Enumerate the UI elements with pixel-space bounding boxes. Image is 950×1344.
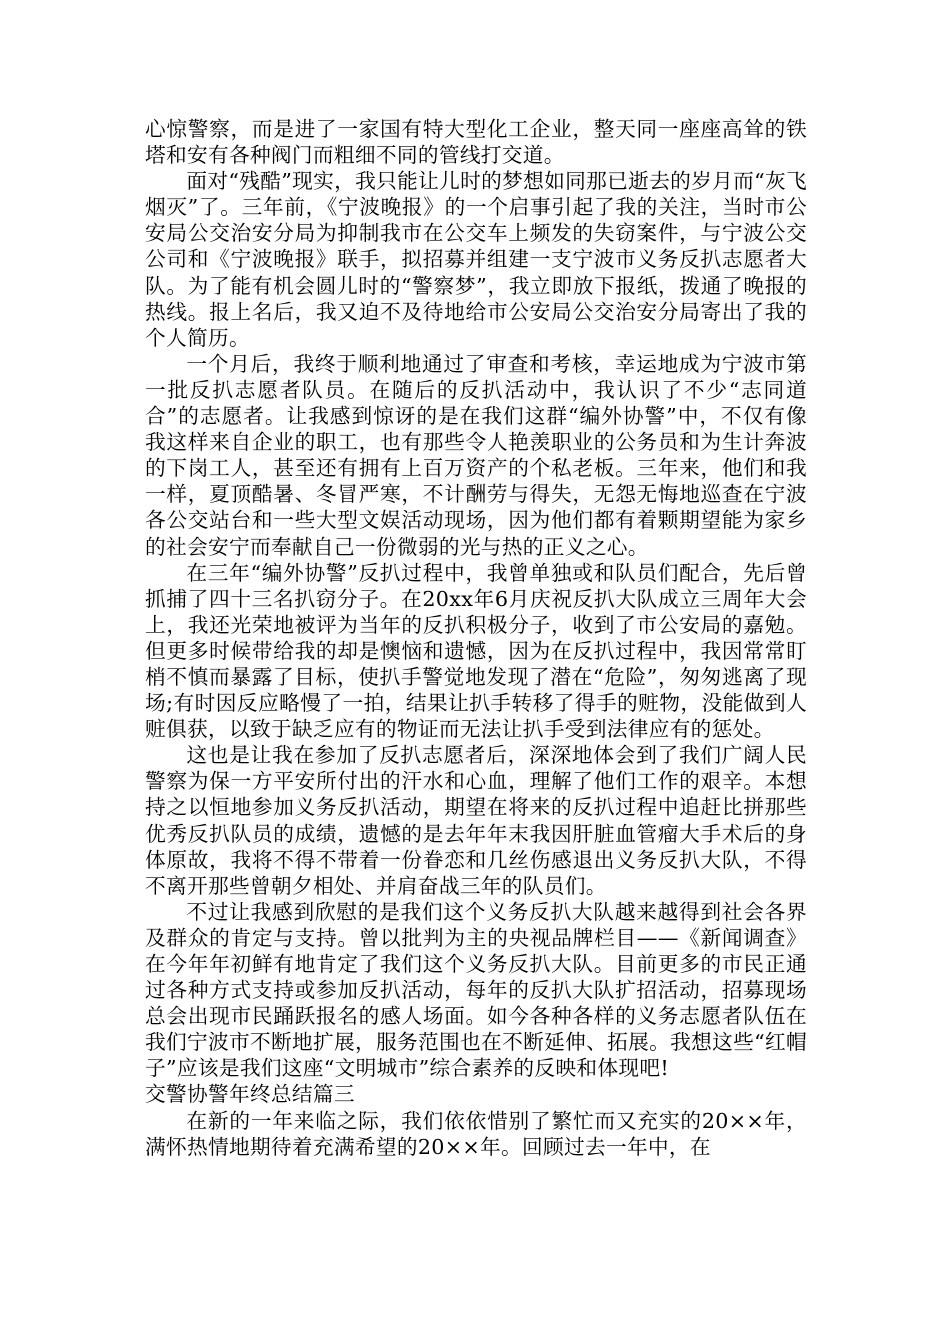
document-page — [145, 116, 807, 1160]
paragraph-reality: 面对“残酷”现实，我只能让儿时的梦想如同那已逝去的岁月而“灰飞烟灭”了。三年前，《宁波晚报》的一个启事引起了我的关注，当时市公安局公交治安分局为抑制我市在公交车上频发的失窃案件，与宁波公交公司和《宁波晚报》联手，拟招募并组建一支宁波市义务反扒志愿者大队。为了能有机会圆儿时的“警察梦”，我立即放下报纸，拨通了晚报的热线。报上名后，我又迫不及待地给市公安局公交治安分局寄出了我的个人简历。 — [145, 169, 807, 350]
section-heading: 交警协警年终总结篇三 — [145, 1082, 355, 1107]
paragraph-support: 不过让我感到欣慰的是我们这个义务反扒大队越来越得到社会各界及群众的肯定与支持。曾以批判为主的央视品牌栏目——《新闻调查》在今年年初鲜有地肯定了我们这个义务反扒大队。目前更多的市民正通过各种方式支持或参加反扒活动，每年的反扒大队扩招活动，招募现场总会出现市民踊跃报名的感人场面。如今各种各样的义务志愿者队伍在我们宁波市不断地扩展，服务范围也在不断延伸、拓展。我想这些“红帽子”应该是我们这座“文明城市”综合素养的反映和体现吧! — [145, 899, 807, 1081]
paragraph-volunteers: 一个月后，我终于顺利地通过了审查和考核，幸运地成为宁波市第一批反扒志愿者队员。在随后的反扒活动中，我认识了不少“志同道合”的志愿者。让我感到惊讶的是在我们这群“编外协警”中，不仅有像我这样来自企业的职工，也有那些令人艳羡职业的公务员和为生计奔波的下岗工人，甚至还有拥有上百万资产的个私老板。三年来，他们和我一样，夏顶酷暑、冬冒严寒，不计酬劳与得失，无怨无悔地巡查在宁波各公交站台和一些大型文娱活动现场，因为他们都有着颗期望能为家乡的社会安宁而奉献自己一份微弱的光与热的正义之心。 — [145, 351, 807, 559]
paragraph-continuation: 心惊警察，而是进了一家国有特大型化工企业，整天同一座座高耸的铁塔和安有各种阀门而粗细不同的管线打交道。 — [145, 117, 807, 168]
paragraph-anti-theft-process: 在三年“编外协警”反扒过程中，我曾单独或和队员们配合，先后曾抓捕了四十三名扒窃分子。在20xx年6月庆祝反扒大队成立三周年大会上，我还光荣地被评为当年的反扒积极分子，收到了市公安局的嘉勉。但更多时候带给我的却是懊恼和遗憾，因为在反扒过程中，我因常常盯梢不慎而暴露了目标，使扒手警觉地发现了潜在“危险”，匆匆逃离了现场;有时因反应略慢了一拍，结果让扒手转移了得手的赃物，没能做到人赃俱获，以致于缺乏应有的物证而无法让扒手受到法律应有的惩处。 — [145, 560, 807, 742]
paragraph-reflection: 这也是让我在参加了反扒志愿者后，深深地体会到了我们广阔人民警察为保一方平安所付出的汗水和心血，理解了他们工作的艰辛。本想持之以恒地参加义务反扒活动，期望在将来的反扒过程中追赶比拼那些优秀反扒队员的成绩，遗憾的是去年年末我因肝脏血管瘤大手术后的身体原故，我将不得不带着一份眷恋和几丝伤感退出义务反扒大队，不得不离开那些曾朝夕相处、并肩奋战三年的队员们。 — [145, 743, 807, 898]
paragraph-new-year: 在新的一年来临之际，我们依依惜别了繁忙而又充实的20××年，满怀热情地期待着充满希望的20××年。回顾过去一年中，在 — [145, 1108, 807, 1159]
